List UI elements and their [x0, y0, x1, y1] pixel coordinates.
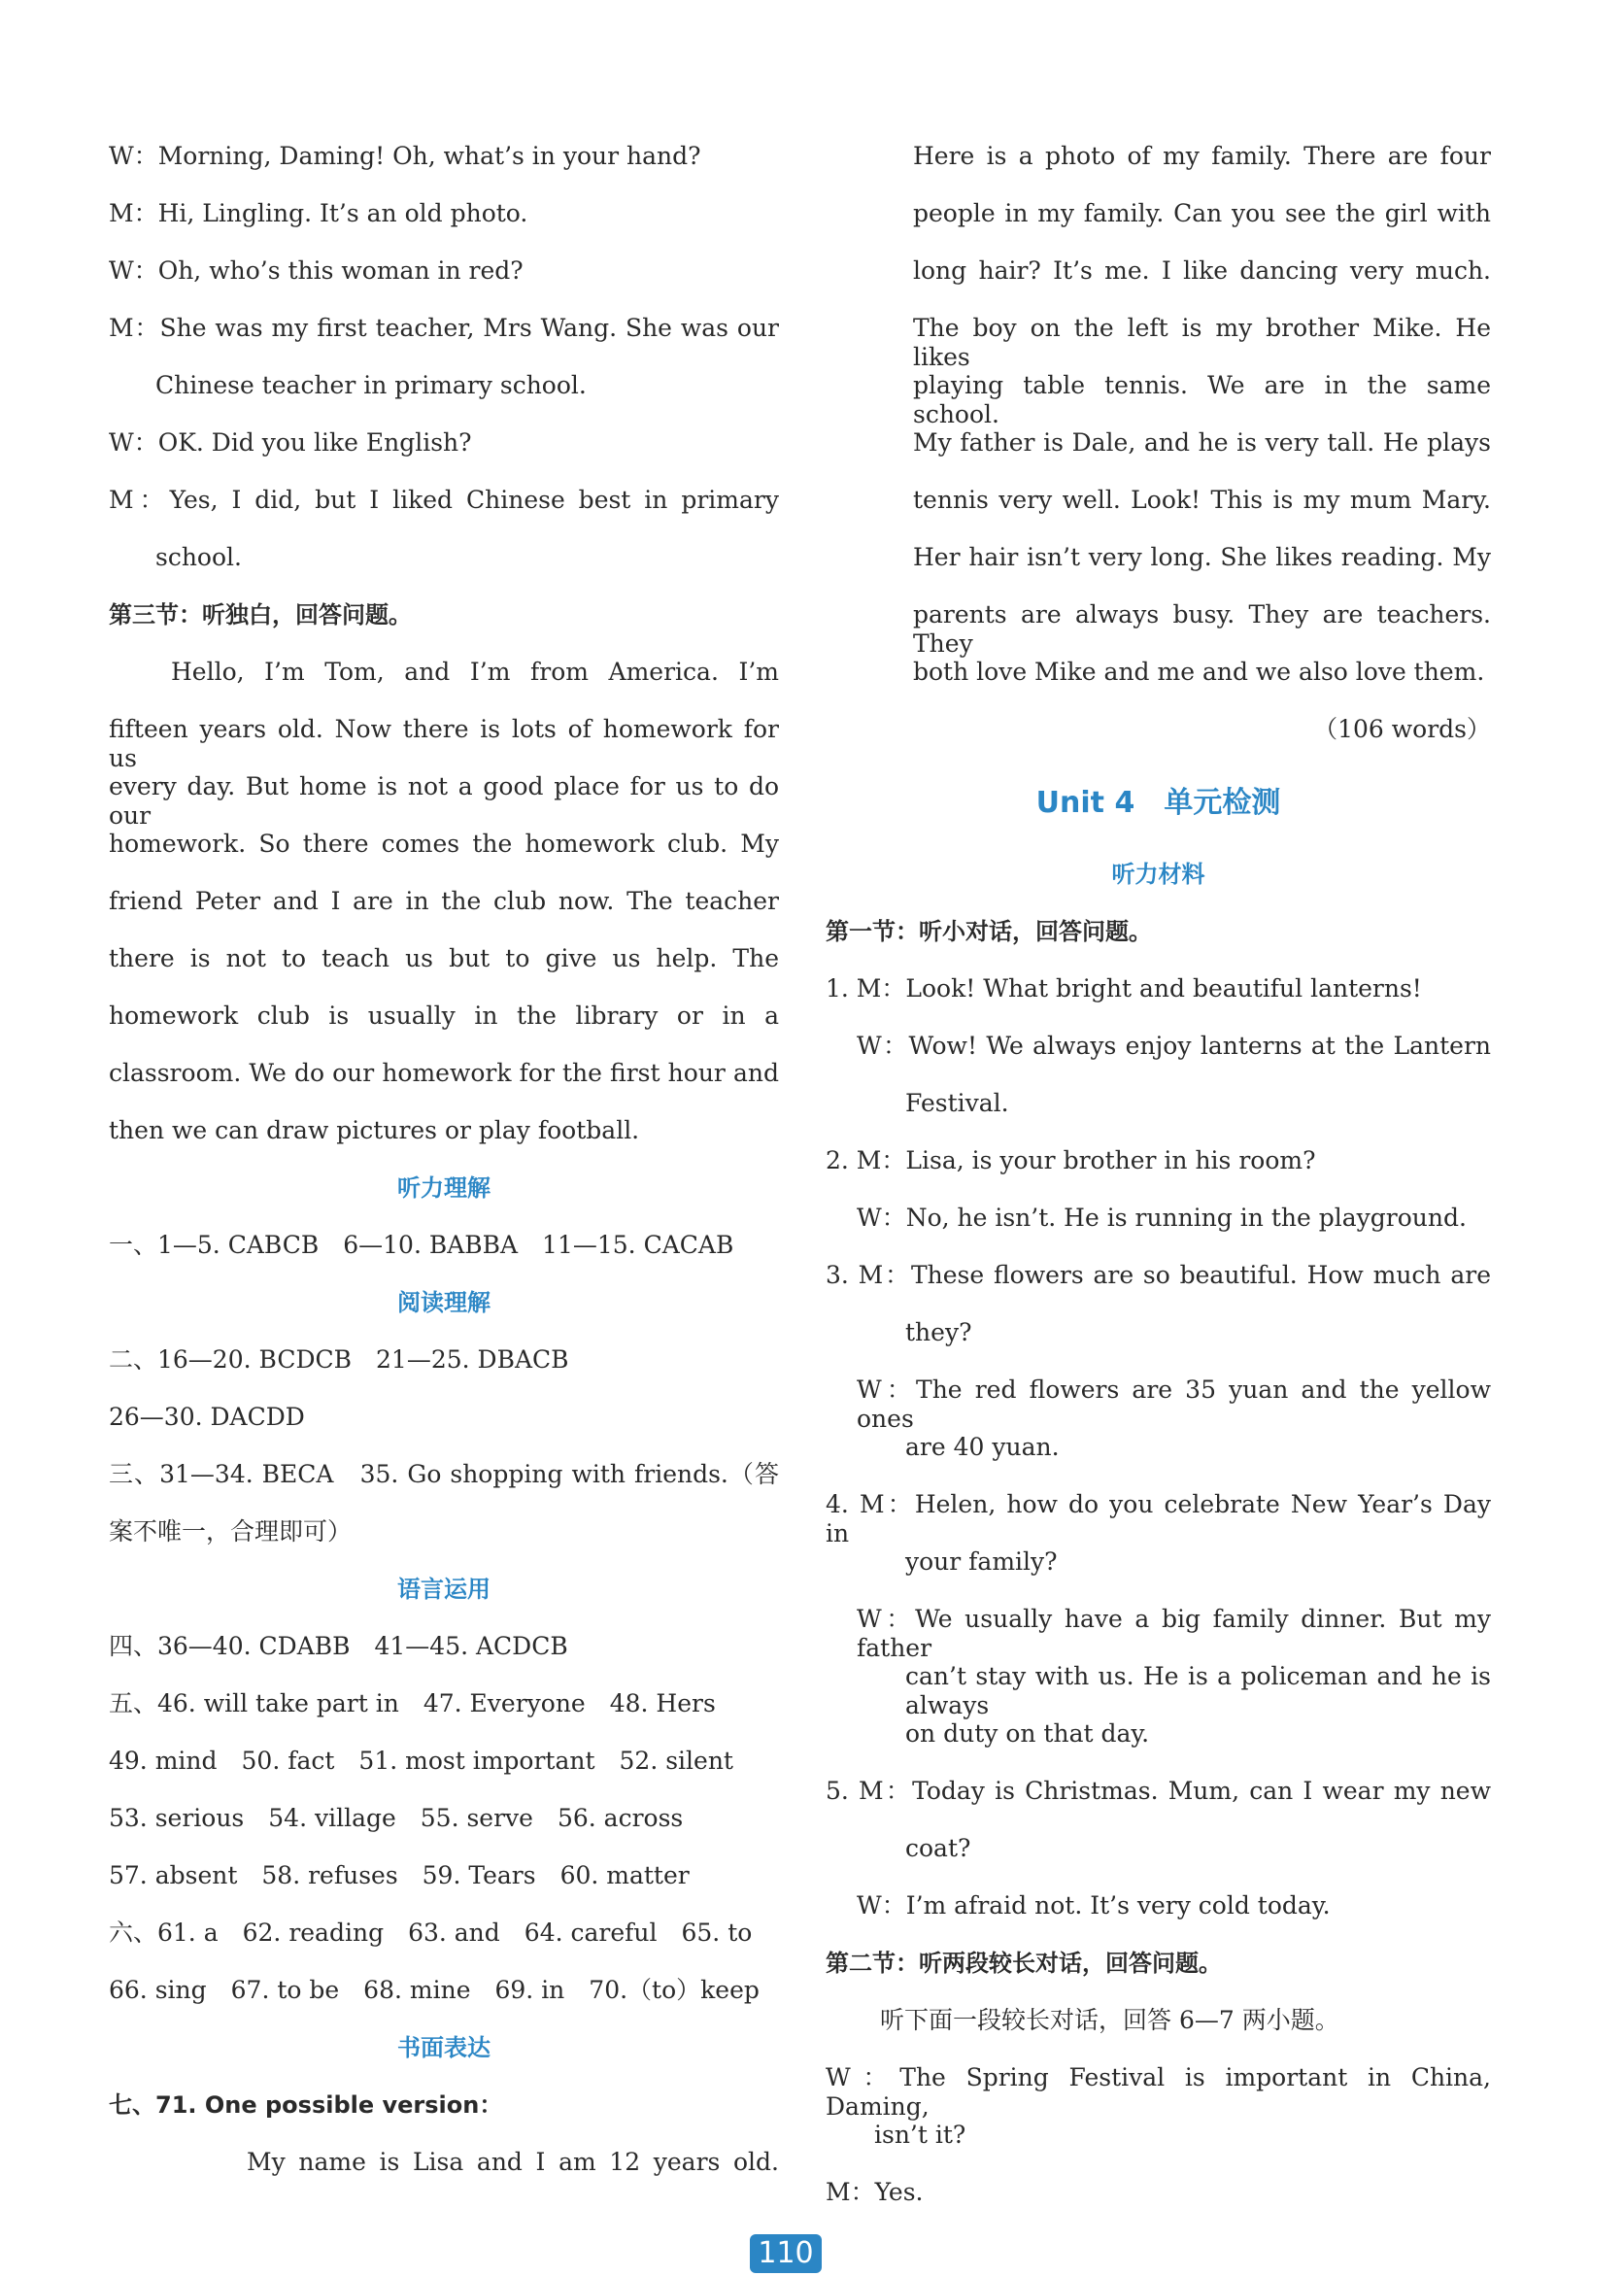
dialogue-continuation: Festival. — [905, 1089, 1009, 1117]
dialogue-line: 2. M：Lisa, is your brother in his room? — [826, 1146, 1316, 1174]
answer-line: 六、61. a 62. reading 63. and 64. careful 65. to — [109, 1919, 753, 1947]
dialogue-line: 3. M：These flowers are so beautiful. How much are — [826, 1261, 1491, 1289]
answer-line: 26—30. DACDD — [109, 1403, 305, 1431]
dialogue-continuation: can’t stay with us. He is a policeman and he is always — [905, 1662, 1491, 1719]
answer-line: 三、31—34. BECA 35. Go shopping with friends.（答 — [109, 1460, 779, 1488]
dialogue-continuation: Chinese teacher in primary school. — [155, 371, 587, 399]
dialogue-line: W：Morning, Daming! Oh, what’s in your hand? — [109, 142, 701, 170]
essay-line: people in my family. Can you see the girl with — [913, 199, 1491, 227]
dialogue-continuation: your family? — [905, 1547, 1058, 1576]
dialogue-line: W：I’m afraid not. It’s very cold today. — [857, 1891, 1331, 1919]
section-3-heading: 第三节：听独白，回答问题。 — [109, 601, 412, 628]
monologue-line: Hello, I’m Tom, and I’m from America. I’m — [171, 658, 779, 686]
essay-line: tennis very well. Look! This is my mum Mary. — [913, 486, 1491, 514]
reading-section-title: 阅读理解 — [397, 1289, 491, 1316]
answer-line: 五、46. will take part in 47. Everyone 48. Hers — [109, 1689, 716, 1717]
page-number: 110 — [750, 2234, 822, 2273]
dialogue-line: W：No, he isn’t. He is running in the playground. — [857, 1204, 1467, 1232]
essay-line: parents are always busy. They are teachers. They — [913, 600, 1491, 658]
listening-answers: 一、1—5. CABCB 6—10. BABBA 11—15. CACAB — [109, 1231, 734, 1259]
dialogue-continuation: isn’t it? — [874, 2121, 966, 2149]
writing-section-title: 书面表达 — [397, 2034, 491, 2061]
dialogue-line: 4. M：Helen, how do you celebrate New Year’s Day in — [826, 1490, 1491, 1547]
essay-line: both love Mike and me and we also love them. — [913, 658, 1485, 686]
answer-line: 案不唯一，合理即可） — [109, 1517, 353, 1546]
answer-line: 四、36—40. CDABB 41—45. ACDCB — [109, 1632, 568, 1660]
language-section-title: 语言运用 — [397, 1576, 491, 1603]
dialogue-line: 5. M：Today is Christmas. Mum, can I wear my new — [826, 1777, 1491, 1805]
dialogue-line: W：The Spring Festival is important in China, Daming, — [826, 2063, 1491, 2121]
dialogue-line: W：We usually have a big family dinner. But my father — [857, 1605, 1491, 1662]
dialogue-continuation: coat? — [905, 1834, 971, 1862]
dialogue-continuation: they? — [905, 1318, 972, 1346]
answer-line: 二、16—20. BCDCB 21—25. DBACB — [109, 1345, 569, 1374]
unit-title: Unit 4 单元检测 — [1035, 786, 1281, 820]
writing-first-line: My name is Lisa and I am 12 years old. — [247, 2148, 779, 2176]
essay-line: My father is Dale, and he is very tall. He plays — [913, 428, 1491, 457]
essay-line: Here is a photo of my family. There are four — [913, 142, 1491, 170]
dialogue-line: M：Hi, Lingling. It’s an old photo. — [109, 199, 528, 227]
dialogue-line: W：OK. Did you like English? — [109, 428, 472, 457]
monologue-line: friend Peter and I are in the club now. The teacher — [109, 887, 779, 915]
answer-line: 53. serious 54. village 55. serve 56. across — [109, 1804, 684, 1832]
dialogue-line: W：Wow! We always enjoy lanterns at the Lantern — [857, 1032, 1491, 1060]
dialogue-line: M：She was my first teacher, Mrs Wang. She was our — [109, 314, 779, 342]
section-2-intro: 听下面一段较长对话，回答 6—7 两小题。 — [880, 2006, 1339, 2034]
monologue-line: there is not to teach us but to give us help. The — [109, 944, 779, 972]
answer-line: 57. absent 58. refuses 59. Tears 60. matter — [109, 1861, 690, 1889]
dialogue-continuation: school. — [155, 543, 242, 571]
essay-line: long hair? It’s me. I like dancing very much. — [913, 256, 1491, 285]
section-1-heading: 第一节：听小对话，回答问题。 — [826, 918, 1152, 945]
monologue-line: then we can draw pictures or play football. — [109, 1116, 640, 1144]
essay-line: The boy on the left is my brother Mike. He likes — [913, 314, 1491, 371]
monologue-line: homework. So there comes the homework club. My — [109, 830, 779, 858]
word-count: （106 words） — [1313, 715, 1491, 743]
dialogue-continuation: are 40 yuan. — [905, 1433, 1060, 1461]
essay-line: playing table tennis. We are in the same school. — [913, 371, 1491, 428]
materials-title: 听力材料 — [1111, 861, 1205, 888]
dialogue-line: M：Yes, I did, but I liked Chinese best in primary — [109, 486, 779, 514]
monologue-line: classroom. We do our homework for the first hour and — [109, 1059, 779, 1087]
answer-line: 49. mind 50. fact 51. most important 52. silent — [109, 1747, 733, 1775]
monologue-line: fifteen years old. Now there is lots of homework for us — [109, 715, 779, 772]
writing-heading: 七、71. One possible version： — [109, 2091, 503, 2119]
dialogue-line: 1. M：Look! What bright and beautiful lanterns! — [826, 974, 1422, 1002]
monologue-line: homework club is usually in the library or in a — [109, 1002, 779, 1030]
essay-line: Her hair isn’t very long. She likes reading. My — [913, 543, 1491, 571]
section-2-heading: 第二节：听两段较长对话，回答问题。 — [826, 1950, 1222, 1977]
dialogue-line: M：Yes. — [826, 2178, 924, 2206]
dialogue-line: W：Oh, who’s this woman in red? — [109, 256, 524, 285]
listening-section-title: 听力理解 — [397, 1174, 491, 1202]
monologue-line: every day. But home is not a good place for us to do our — [109, 772, 779, 830]
answer-line: 66. sing 67. to be 68. mine 69. in 70.（to）keep — [109, 1976, 760, 2004]
dialogue-line: W：The red flowers are 35 yuan and the yellow ones — [857, 1376, 1491, 1433]
dialogue-continuation: on duty on that day. — [905, 1719, 1150, 1748]
